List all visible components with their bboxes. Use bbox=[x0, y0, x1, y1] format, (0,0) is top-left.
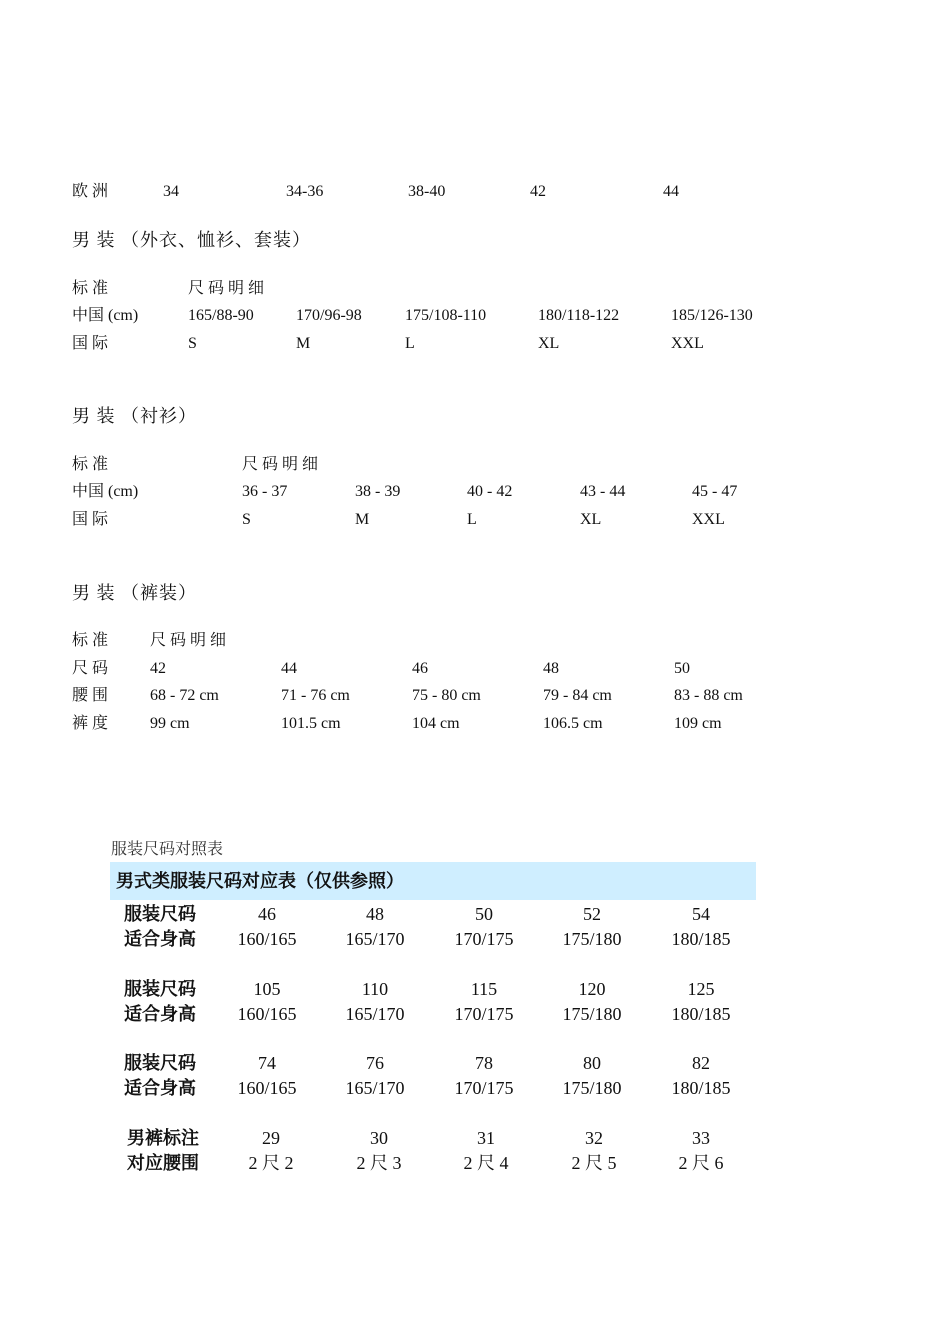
suit-header-label: 标 准 bbox=[72, 280, 109, 297]
shirt-cell: M bbox=[355, 511, 370, 528]
suit-cell: XL bbox=[538, 335, 560, 352]
suit-row-label: 中国 (cm) bbox=[72, 307, 139, 324]
group-height-cell: 165/170 bbox=[345, 1004, 405, 1024]
shirt-cell: 43 - 44 bbox=[580, 483, 626, 500]
pants-cell: 75 - 80 cm bbox=[412, 687, 481, 704]
group-size-cell: 105 bbox=[253, 979, 281, 999]
group-height-cell: 2 尺 6 bbox=[678, 1153, 724, 1173]
pants-row-label: 裤 度 bbox=[72, 715, 109, 732]
group-size-cell: 50 bbox=[475, 904, 493, 924]
group-size-label: 服装尺码 bbox=[124, 979, 196, 999]
suit-cell: S bbox=[188, 335, 197, 352]
europe-value: 34 bbox=[163, 183, 179, 200]
suit-row-label: 国 际 bbox=[72, 335, 109, 352]
suit-cell: 180/118-122 bbox=[538, 307, 620, 324]
shirt-cell: 45 - 47 bbox=[692, 483, 738, 500]
reference-caption: 服装尺码对照表 bbox=[111, 841, 224, 858]
pants-cell: 106.5 cm bbox=[543, 715, 603, 732]
group-height-label: 对应腰围 bbox=[127, 1153, 199, 1173]
group-size-cell: 52 bbox=[583, 904, 601, 924]
pants-cell: 109 cm bbox=[674, 715, 722, 732]
group-size-cell: 120 bbox=[578, 979, 606, 999]
group-height-cell: 170/175 bbox=[454, 1078, 514, 1098]
group-height-cell: 160/165 bbox=[237, 1004, 297, 1024]
shirt-cell: XL bbox=[580, 511, 602, 528]
group-size-cell: 115 bbox=[470, 979, 498, 999]
group-height-cell: 2 尺 2 bbox=[248, 1153, 294, 1173]
shirt-cell: 38 - 39 bbox=[355, 483, 401, 500]
group-size-cell: 31 bbox=[477, 1128, 495, 1148]
shirt-section-title: 男 装 （衬衫） bbox=[72, 406, 197, 426]
group-size-cell: 33 bbox=[692, 1128, 710, 1148]
shirt-row-label: 国 际 bbox=[72, 511, 109, 528]
group-size-label: 男裤标注 bbox=[127, 1128, 199, 1148]
pants-header-label: 标 准 bbox=[72, 632, 109, 649]
group-size-cell: 76 bbox=[366, 1053, 384, 1073]
pants-section-title: 男 装 （裤装） bbox=[72, 583, 197, 603]
group-size-cell: 48 bbox=[366, 904, 384, 924]
group-size-cell: 46 bbox=[258, 904, 276, 924]
group-height-cell: 175/180 bbox=[562, 929, 622, 949]
group-height-label: 适合身高 bbox=[124, 1078, 196, 1098]
group-height-cell: 180/185 bbox=[671, 929, 731, 949]
group-size-cell: 78 bbox=[475, 1053, 493, 1073]
group-size-cell: 125 bbox=[687, 979, 715, 999]
shirt-cell: S bbox=[242, 511, 251, 528]
group-height-cell: 180/185 bbox=[671, 1078, 731, 1098]
group-size-label: 服装尺码 bbox=[124, 904, 196, 924]
shirt-cell: XXL bbox=[692, 511, 725, 528]
group-height-cell: 2 尺 4 bbox=[463, 1153, 509, 1173]
europe-value: 42 bbox=[530, 183, 546, 200]
europe-label: 欧 洲 bbox=[72, 183, 109, 200]
group-height-cell: 160/165 bbox=[237, 929, 297, 949]
suit-cell: 185/126-130 bbox=[671, 307, 753, 324]
group-height-cell: 170/175 bbox=[454, 1004, 514, 1024]
europe-value: 38-40 bbox=[408, 183, 446, 200]
pants-row-label: 尺 码 bbox=[72, 660, 109, 677]
pants-cell: 46 bbox=[412, 660, 428, 677]
pants-cell: 71 - 76 cm bbox=[281, 687, 350, 704]
group-size-cell: 74 bbox=[258, 1053, 276, 1073]
group-height-cell: 175/180 bbox=[562, 1078, 622, 1098]
suit-cell: 170/96-98 bbox=[296, 307, 362, 324]
group-height-label: 适合身高 bbox=[124, 929, 196, 949]
suit-cell: XXL bbox=[671, 335, 704, 352]
pants-cell: 83 - 88 cm bbox=[674, 687, 743, 704]
shirt-header-detail: 尺 码 明 细 bbox=[242, 456, 319, 473]
shirt-cell: L bbox=[467, 511, 477, 528]
europe-value: 34-36 bbox=[286, 183, 324, 200]
suit-cell: 165/88-90 bbox=[188, 307, 254, 324]
group-size-cell: 29 bbox=[262, 1128, 280, 1148]
shirt-row-label: 中国 (cm) bbox=[72, 483, 139, 500]
pants-cell: 42 bbox=[150, 660, 166, 677]
pants-cell: 50 bbox=[674, 660, 690, 677]
shirt-cell: 40 - 42 bbox=[467, 483, 513, 500]
group-height-cell: 180/185 bbox=[671, 1004, 731, 1024]
group-size-cell: 30 bbox=[370, 1128, 388, 1148]
pants-cell: 101.5 cm bbox=[281, 715, 341, 732]
group-size-cell: 32 bbox=[585, 1128, 603, 1148]
group-height-cell: 170/175 bbox=[454, 929, 514, 949]
pants-cell: 48 bbox=[543, 660, 559, 677]
shirt-header-label: 标 准 bbox=[72, 456, 109, 473]
pants-cell: 68 - 72 cm bbox=[150, 687, 219, 704]
group-height-cell: 175/180 bbox=[562, 1004, 622, 1024]
suit-section-title: 男 装 （外衣、恤衫、套装） bbox=[72, 230, 311, 250]
shirt-cell: 36 - 37 bbox=[242, 483, 288, 500]
group-size-cell: 54 bbox=[692, 904, 710, 924]
pants-cell: 99 cm bbox=[150, 715, 190, 732]
group-height-cell: 2 尺 5 bbox=[571, 1153, 617, 1173]
suit-cell: M bbox=[296, 335, 311, 352]
group-height-label: 适合身高 bbox=[124, 1004, 196, 1024]
group-size-label: 服装尺码 bbox=[124, 1053, 196, 1073]
pants-cell: 104 cm bbox=[412, 715, 460, 732]
group-size-cell: 80 bbox=[583, 1053, 601, 1073]
suit-header-detail: 尺 码 明 细 bbox=[188, 280, 265, 297]
pants-cell: 44 bbox=[281, 660, 297, 677]
group-height-cell: 165/170 bbox=[345, 929, 405, 949]
europe-value: 44 bbox=[663, 183, 679, 200]
group-size-cell: 110 bbox=[361, 979, 389, 999]
reference-heading: 男式类服装尺码对应表（仅供参照） bbox=[116, 871, 404, 891]
pants-row-label: 腰 围 bbox=[72, 687, 109, 704]
suit-cell: 175/108-110 bbox=[405, 307, 487, 324]
group-size-cell: 82 bbox=[692, 1053, 710, 1073]
pants-cell: 79 - 84 cm bbox=[543, 687, 612, 704]
group-height-cell: 2 尺 3 bbox=[356, 1153, 402, 1173]
group-height-cell: 165/170 bbox=[345, 1078, 405, 1098]
group-height-cell: 160/165 bbox=[237, 1078, 297, 1098]
pants-header-detail: 尺 码 明 细 bbox=[150, 632, 227, 649]
suit-cell: L bbox=[405, 335, 415, 352]
